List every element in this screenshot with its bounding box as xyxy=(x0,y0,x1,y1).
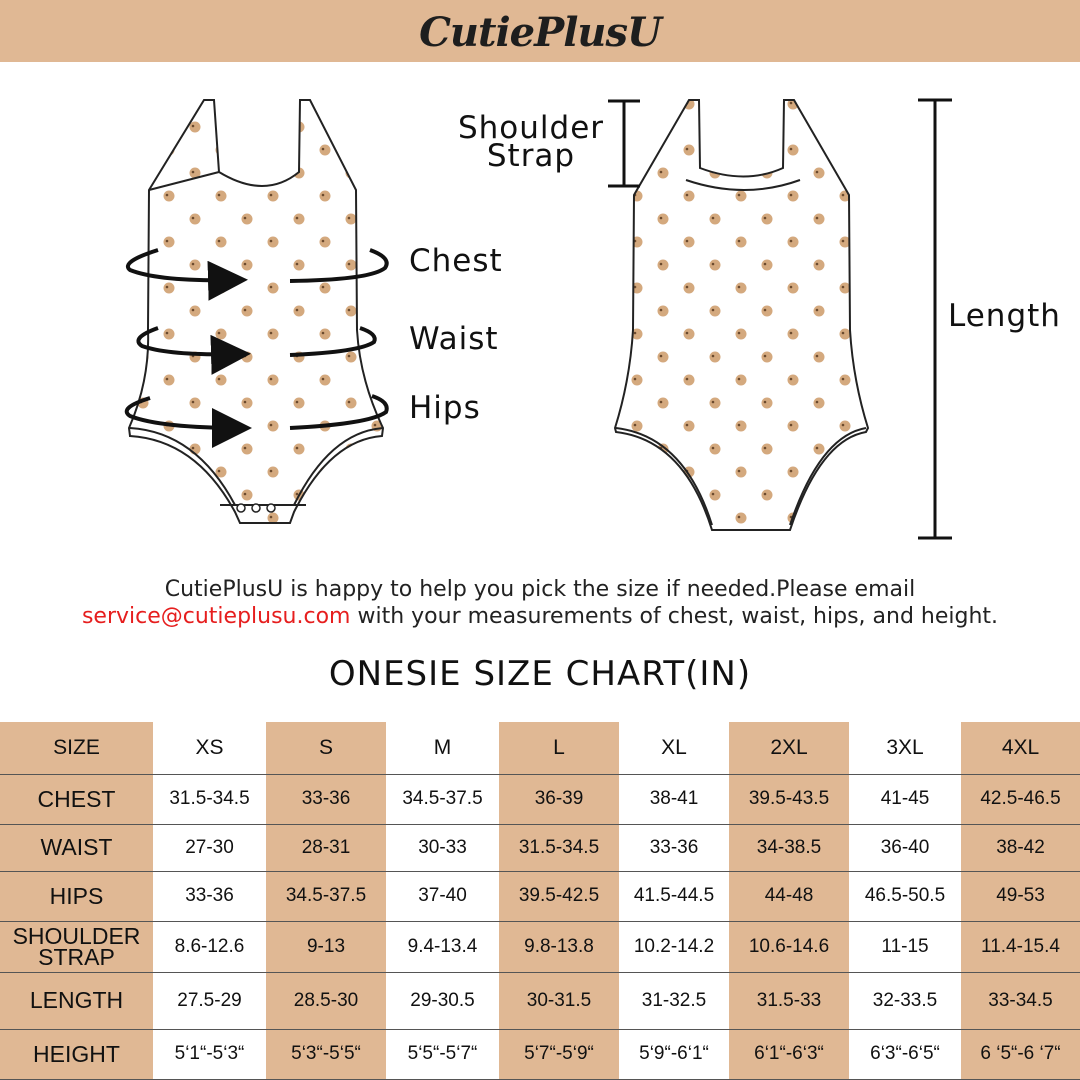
table-cell: 36-39 xyxy=(499,774,619,824)
header-size-xl: XL xyxy=(619,722,729,774)
table-cell: 41.5-44.5 xyxy=(619,871,729,921)
table-cell: 38-42 xyxy=(961,824,1080,871)
onesie-front xyxy=(129,100,383,523)
header-size-label: SIZE xyxy=(0,722,153,774)
table-cell: 34-38.5 xyxy=(729,824,849,871)
shoulder-strap-label xyxy=(456,110,606,174)
header-size-l: L xyxy=(499,722,619,774)
row-label-line: WAIST xyxy=(40,834,113,860)
table-row xyxy=(0,1029,1080,1079)
table-cell: 9-13 xyxy=(266,921,386,972)
header-size-m: M xyxy=(386,722,499,774)
row-label-line: LENGTH xyxy=(29,987,124,1013)
row-label xyxy=(0,824,153,871)
table-cell: 41-45 xyxy=(849,774,961,824)
table-cell: 31.5-34.5 xyxy=(499,824,619,871)
row-label-line: STRAP xyxy=(38,943,115,970)
table-cell: 34.5-37.5 xyxy=(386,774,499,824)
row-label-line: CHEST xyxy=(37,785,116,812)
brand-logo: CutiePlusU xyxy=(419,9,661,56)
hips-label: Hips xyxy=(409,390,481,426)
table-cell: 33-34.5 xyxy=(961,972,1080,1029)
table-cell: 5‘7“-5‘9“ xyxy=(499,1029,619,1079)
table-cell: 31-32.5 xyxy=(619,972,729,1029)
row-label xyxy=(0,871,153,921)
header-size-4xl: 4XL xyxy=(961,722,1080,774)
table-cell: 5‘1“-5‘3“ xyxy=(153,1029,266,1079)
row-label-line: HIPS xyxy=(49,882,104,909)
length-bracket xyxy=(918,100,952,538)
help-line-2-rest: with your measurements of chest, waist, hips, and height. xyxy=(350,604,999,629)
row-label-line: SHOULDER xyxy=(12,922,141,949)
row-label xyxy=(0,972,153,1029)
table-cell: 42.5-46.5 xyxy=(961,774,1080,824)
help-line-1: CutiePlusU is happy to help you pick the size if needed.Please email xyxy=(164,577,916,602)
table-cell: 38-41 xyxy=(619,774,729,824)
table-cell: 9.4-13.4 xyxy=(386,921,499,972)
size-chart-table xyxy=(0,722,1080,1080)
table-row xyxy=(0,774,1080,824)
table-cell: 5‘5“-5‘7“ xyxy=(386,1029,499,1079)
table-cell: 11.4-15.4 xyxy=(961,921,1080,972)
row-label xyxy=(0,1029,153,1079)
table-cell: 10.2-14.2 xyxy=(619,921,729,972)
shoulder-strap-bracket xyxy=(608,101,640,186)
table-cell: 30-33 xyxy=(386,824,499,871)
table-cell: 11-15 xyxy=(849,921,961,972)
table-cell: 30-31.5 xyxy=(499,972,619,1029)
shoulder-label-line1: Shoulder xyxy=(457,110,605,146)
table-cell: 39.5-42.5 xyxy=(499,871,619,921)
table-cell: 33-36 xyxy=(153,871,266,921)
table-cell: 29-30.5 xyxy=(386,972,499,1029)
table-row xyxy=(0,824,1080,871)
help-text xyxy=(0,576,1080,630)
waist-label: Waist xyxy=(409,321,499,357)
table-cell: 34.5-37.5 xyxy=(266,871,386,921)
row-label xyxy=(0,921,153,972)
help-line-2 xyxy=(0,603,1080,630)
table-cell: 44-48 xyxy=(729,871,849,921)
table-cell: 31.5-34.5 xyxy=(153,774,266,824)
table-cell: 27-30 xyxy=(153,824,266,871)
table-cell: 28-31 xyxy=(266,824,386,871)
table-cell: 5‘9“-6‘1“ xyxy=(619,1029,729,1079)
table-cell: 9.8-13.8 xyxy=(499,921,619,972)
table-cell: 33-36 xyxy=(619,824,729,871)
header-size-xs: XS xyxy=(153,722,266,774)
table-row xyxy=(0,871,1080,921)
header-size-s: S xyxy=(266,722,386,774)
header-size-2xl: 2XL xyxy=(729,722,849,774)
onesie-back xyxy=(615,100,868,530)
table-cell: 10.6-14.6 xyxy=(729,921,849,972)
table-cell: 31.5-33 xyxy=(729,972,849,1029)
table-cell: 33-36 xyxy=(266,774,386,824)
table-cell: 49-53 xyxy=(961,871,1080,921)
email-link[interactable]: service@cutieplusu.com xyxy=(81,604,351,629)
table-cell: 6 ‘5“-6 ‘7“ xyxy=(961,1029,1080,1079)
size-chart-title: ONESIE SIZE CHART(IN) xyxy=(328,654,752,694)
header-size-3xl: 3XL xyxy=(849,722,961,774)
row-label-line: HEIGHT xyxy=(33,1040,120,1067)
table-cell: 5‘3“-5‘5“ xyxy=(266,1029,386,1079)
table-row xyxy=(0,921,1080,972)
table-cell: 6‘3“-6‘5“ xyxy=(849,1029,961,1079)
length-label: Length xyxy=(948,298,1061,334)
table-cell: 32-33.5 xyxy=(849,972,961,1029)
table-cell: 6‘1“-6‘3“ xyxy=(729,1029,849,1079)
table-header-row xyxy=(0,722,1080,774)
table-cell: 36-40 xyxy=(849,824,961,871)
table-cell: 27.5-29 xyxy=(153,972,266,1029)
table-cell: 8.6-12.6 xyxy=(153,921,266,972)
table-row xyxy=(0,972,1080,1029)
shoulder-label-line2: Strap xyxy=(486,138,576,174)
table-cell: 37-40 xyxy=(386,871,499,921)
table-cell: 28.5-30 xyxy=(266,972,386,1029)
table-cell: 39.5-43.5 xyxy=(729,774,849,824)
row-label xyxy=(0,774,153,824)
chest-label: Chest xyxy=(409,243,503,279)
table-cell: 46.5-50.5 xyxy=(849,871,961,921)
